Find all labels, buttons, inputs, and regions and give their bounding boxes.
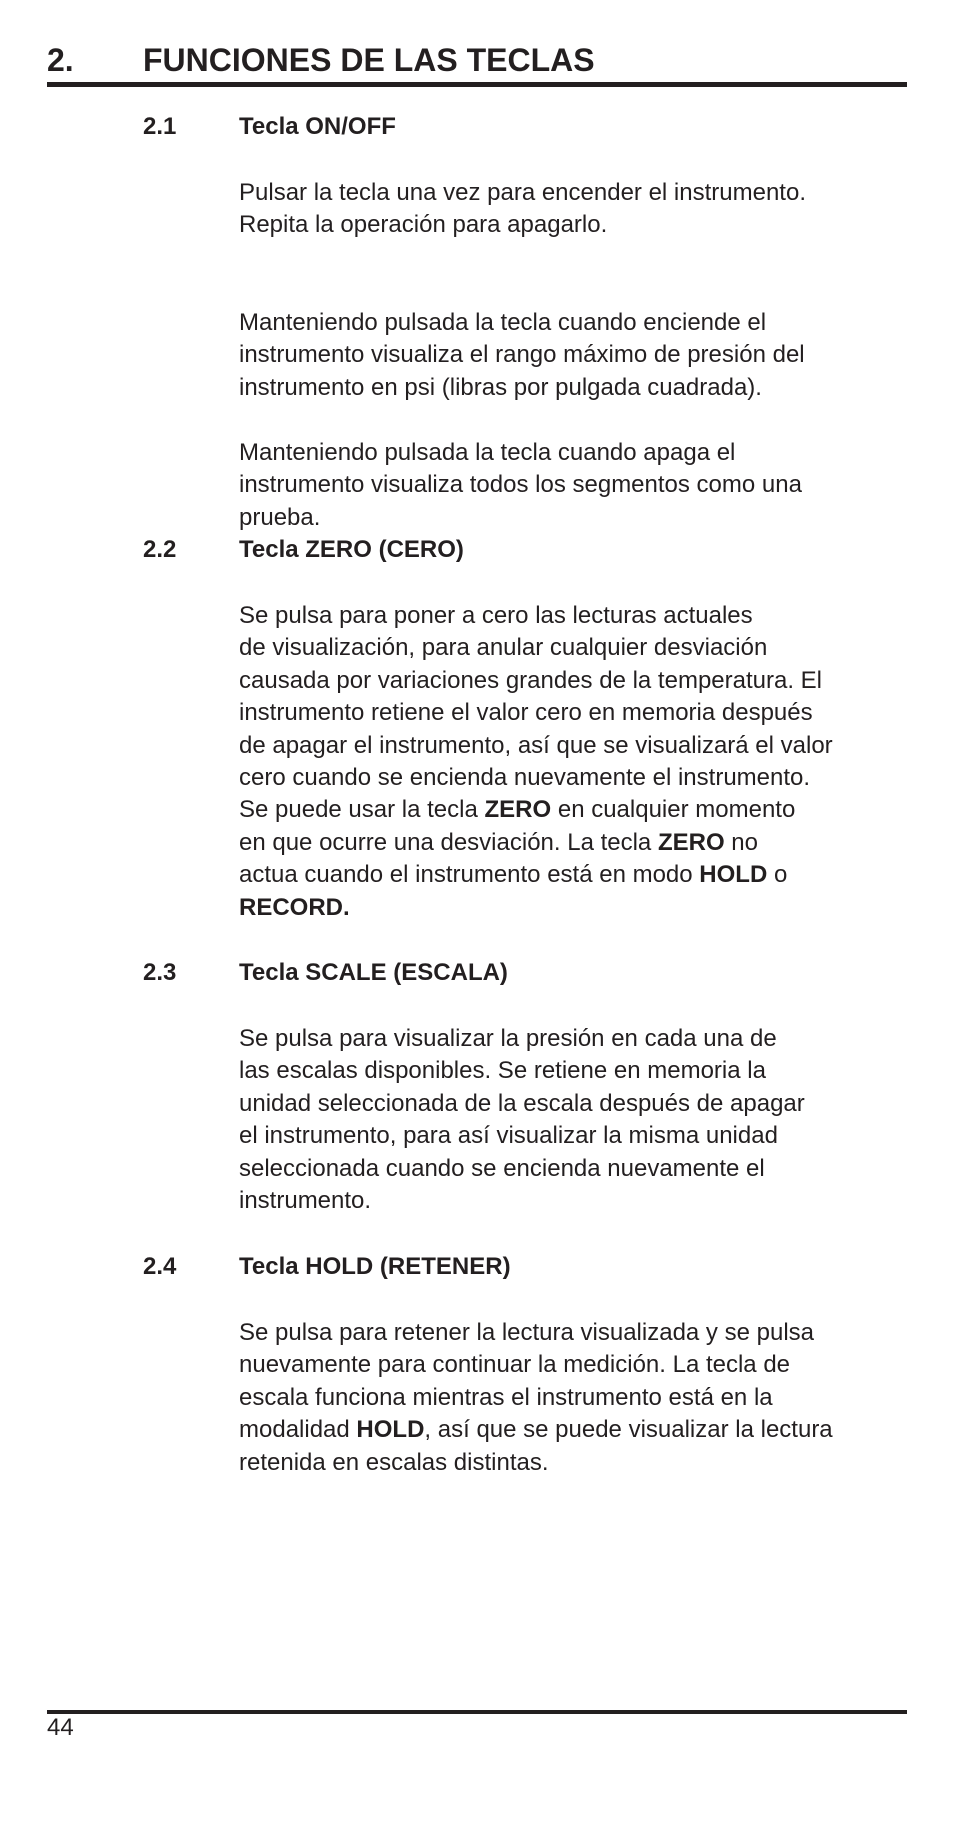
text-line <box>239 859 919 891</box>
text-line <box>239 1414 919 1446</box>
text-run: no <box>724 828 758 856</box>
section-number: 2.2 <box>143 536 177 563</box>
text-line: retenida en escalas distintas. <box>239 1448 549 1476</box>
section-number: 2.3 <box>143 959 177 986</box>
text-line: instrumento en psi (libras por pulgada cuadrada). <box>239 373 762 401</box>
emphasis-text: HOLD <box>699 861 768 889</box>
text-line: el instrumento, para así visualizar la misma unidad <box>239 1122 778 1150</box>
paragraph <box>239 1317 919 1479</box>
text-line: instrumento retiene el valor cero en memoria después <box>239 699 813 727</box>
text-line: Manteniendo pulsada la tecla cuando enciende el <box>239 309 767 336</box>
text-line: de visualización, para anular cualquier desviación <box>239 634 768 662</box>
text-line: unidad seleccionada de la escala después de apagar <box>239 1089 805 1117</box>
text-line <box>239 827 919 859</box>
chapter-number: 2. <box>47 42 74 78</box>
text-line: instrumento visualiza el rango máximo de presión del <box>239 341 805 369</box>
text-line: Manteniendo pulsada la tecla cuando apaga el <box>239 439 736 466</box>
section-number: 2.4 <box>143 1253 177 1280</box>
paragraph <box>239 1023 919 1217</box>
chapter-title: FUNCIONES DE LAS TECLAS <box>143 42 595 78</box>
text-run: actua cuando el instrumento está en modo <box>239 861 700 889</box>
text-run: o <box>767 861 788 889</box>
text-line: Se pulsa para retener la lectura visualizada y se pulsa <box>239 1319 814 1346</box>
emphasis-text: RECORD. <box>239 893 350 921</box>
text-line: Se pulsa para visualizar la presión en cada una de <box>239 1025 777 1052</box>
emphasis-text: HOLD <box>356 1416 425 1444</box>
text-line: instrumento visualiza todos los segmentos como una <box>239 471 802 499</box>
text-line: instrumento. <box>239 1187 372 1215</box>
paragraph <box>239 437 919 534</box>
text-line: escala funciona mientras el instrumento está en la <box>239 1383 773 1411</box>
text-run: Se puede usar la tecla <box>239 796 485 824</box>
text-line: Se pulsa para poner a cero las lecturas actuales <box>239 602 753 629</box>
text-line: cero cuando se encienda nuevamente el instrumento. <box>239 764 811 792</box>
header-rule <box>47 82 907 87</box>
text-run: en que ocurre una desviación. La tecla <box>239 828 658 856</box>
paragraph <box>239 307 919 404</box>
section-title: Tecla HOLD (RETENER) <box>239 1253 511 1280</box>
paragraph <box>239 600 919 924</box>
footer-rule <box>47 1710 907 1714</box>
section-title: Tecla ON/OFF <box>239 113 396 140</box>
section-title: Tecla ZERO (CERO) <box>239 536 464 563</box>
text-line <box>239 794 919 826</box>
text-line: las escalas disponibles. Se retiene en memoria la <box>239 1057 766 1085</box>
text-run: modalidad <box>239 1416 357 1444</box>
text-run: , así que se puede visualizar la lectura <box>424 1416 833 1444</box>
text-run: en cualquier momento <box>551 796 796 824</box>
text-line: prueba. <box>239 503 321 531</box>
section-title: Tecla SCALE (ESCALA) <box>239 959 508 986</box>
text-line: de apagar el instrumento, así que se visualizará el valor <box>239 731 833 759</box>
paragraph <box>239 177 919 242</box>
text-line: seleccionada cuando se encienda nuevamente el <box>239 1154 765 1182</box>
text-line: Pulsar la tecla una vez para encender el instrumento. <box>239 179 806 206</box>
emphasis-text: ZERO <box>484 796 552 824</box>
emphasis-text: ZERO <box>657 828 725 856</box>
section-number: 2.1 <box>143 113 177 140</box>
text-line: Repita la operación para apagarlo. <box>239 211 608 239</box>
text-line: nuevamente para continuar la medición. La tecla de <box>239 1351 791 1379</box>
text-line <box>239 892 919 924</box>
text-line: causada por variaciones grandes de la temperatura. El <box>239 666 823 694</box>
page-number: 44 <box>47 1714 74 1741</box>
